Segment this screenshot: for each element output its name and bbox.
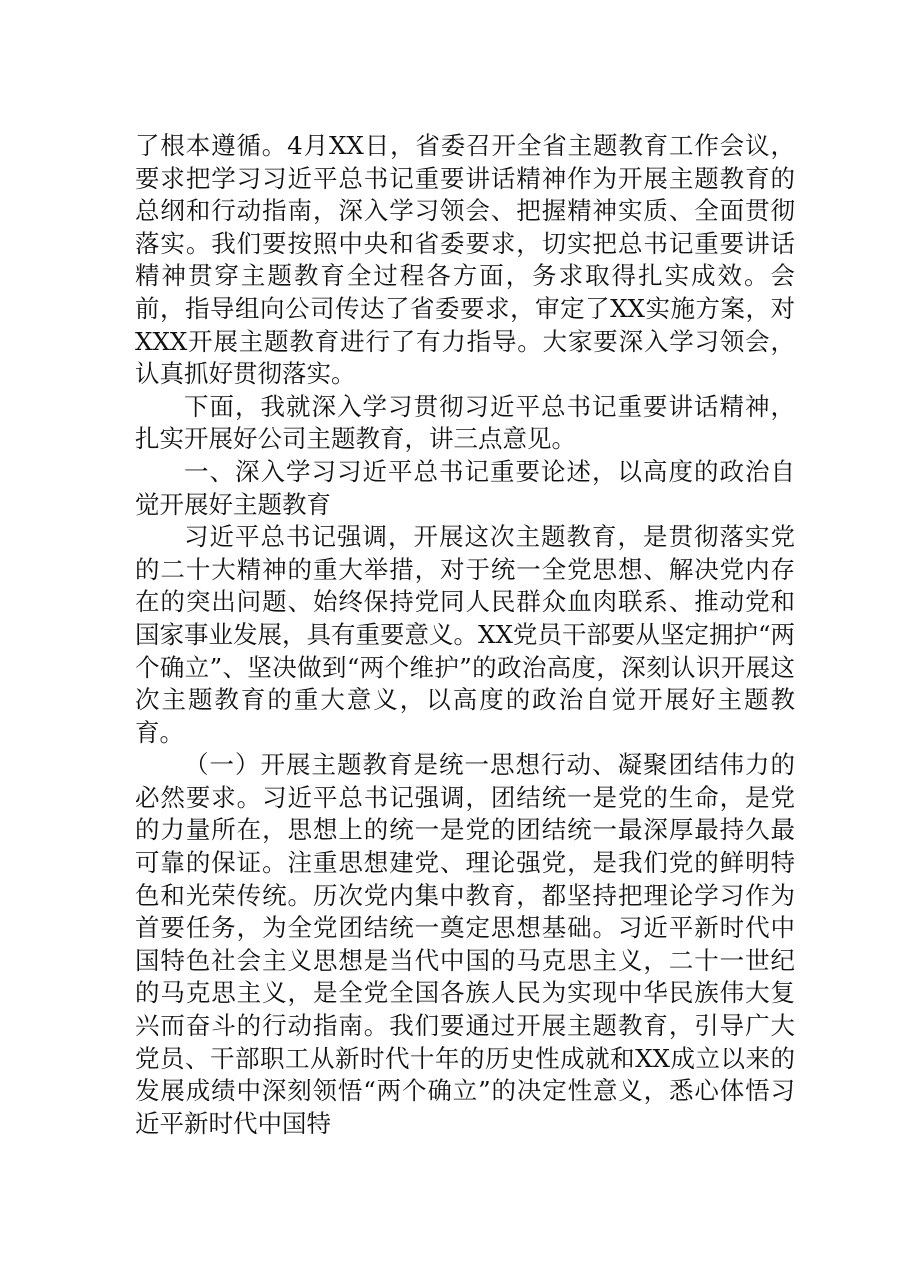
paragraph-intro-continued: 了根本遵循。4月XX日，省委召开全省主题教育工作会议，要求把学习习近平总书记重要讲话精神作为开展主题教育的总纲和行动指南，深入学习领会、把握精神实质、全面贯彻落实。我们要按照中央和省委要求，切实把总书记重要讲话精神贯穿主题教育全过程各方面，务求取得扎实成效。会前，指导组向公司传达了省委要求，审定了XX实施方案，对XXX开展主题教育进行了有力指导。大家要深入学习领会，认真抓好贯彻落实。 <box>135 131 795 389</box>
paragraph-significance: 习近平总书记强调，开展这次主题教育，是贯彻落实党的二十大精神的重大举措，对于统一全党思想、解决党内存在的突出问题、始终保持党同人民群众血肉联系、推动党和国家事业发展，具有重要意义。XX党员干部要从坚定拥护“两个确立”、坚决做到“两个维护”的政治高度，深刻认识开展这次主题教育的重大意义，以高度的政治自觉开展好主题教育。 <box>135 522 795 747</box>
section-heading-one: 一、深入学习习近平总书记重要论述，以高度的政治自觉开展好主题教育 <box>135 456 795 519</box>
document-body <box>135 130 795 1140</box>
paragraph-subsection-one: （一）开展主题教育是统一思想行动、凝聚团结伟力的必然要求。习近平总书记强调，团结统一是党的生命，是党的力量所在，思想上的统一是党的团结统一最深厚最持久最可靠的保证。注重思想建党、理论强党，是我们党的鲜明特色和光荣传统。历次党内集中教育，都坚持把理论学习作为首要任务，为全党团结统一奠定思想基础。习近平新时代中国特色社会主义思想是当代中国的马克思主义，二十一世纪的马克思主义，是全党全国各族人民为实现中华民族伟大复兴而奋斗的行动指南。我们要通过开展主题教育，引导广大党员、干部职工从新时代十年的历史性成就和XX成立以来的发展成绩中深刻领悟“两个确立”的决定性意义，悉心体悟习近平新时代中国特 <box>135 750 795 1138</box>
paragraph-outline: 下面，我就深入学习贯彻习近平总书记重要讲话精神，扎实开展好公司主题教育，讲三点意见。 <box>135 391 795 454</box>
